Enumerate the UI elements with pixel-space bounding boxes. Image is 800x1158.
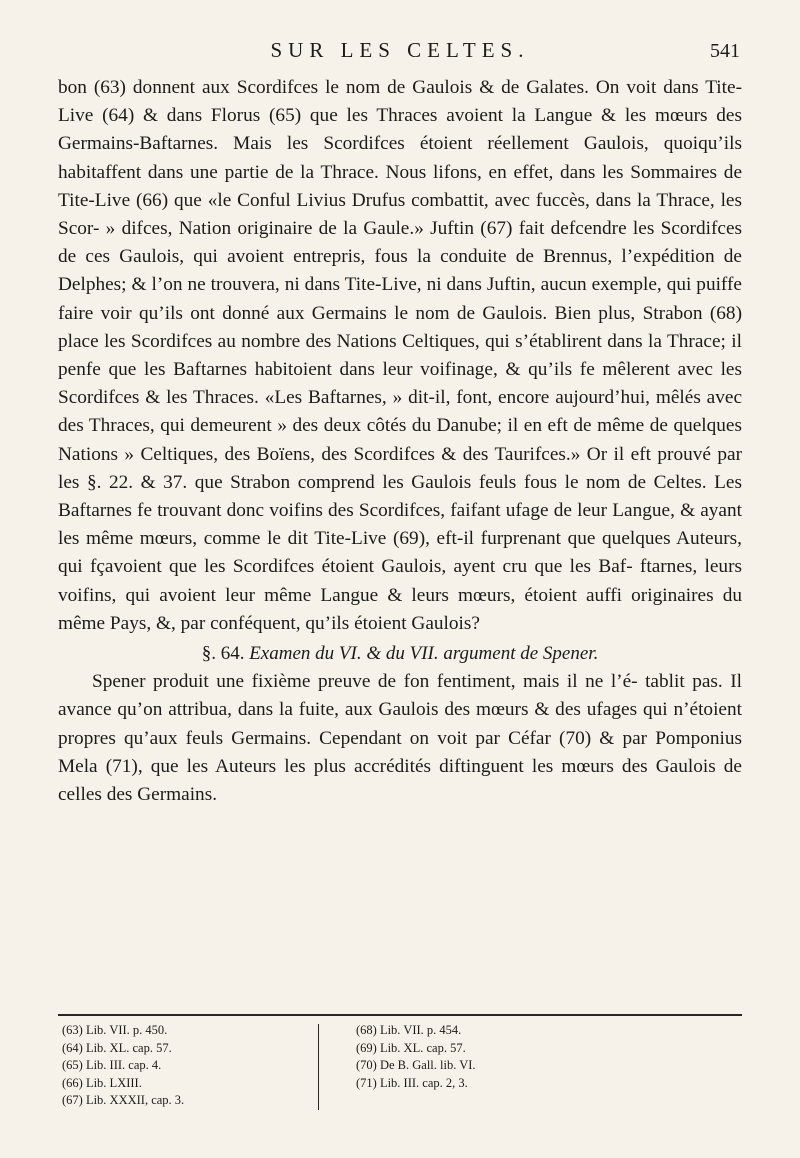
section-heading	[58, 640, 742, 668]
main-text	[58, 74, 742, 809]
page-number: 541	[710, 40, 740, 62]
footnote: (69) Lib. XL. cap. 57.	[356, 1040, 466, 1055]
footnote: (65) Lib. III. cap. 4.	[62, 1058, 162, 1072]
footnote: (68) Lib. VII. p. 454.	[356, 1023, 462, 1037]
section-number: §. 64.	[201, 643, 245, 665]
footnote: (67) Lib. XXXII, cap. 3.	[62, 1093, 185, 1107]
running-header	[60, 38, 740, 70]
footnote-separator	[58, 1014, 742, 1016]
footnotes	[62, 1022, 742, 1110]
footnotes-left-column	[62, 1022, 310, 1110]
footnote: (63) Lib. VII. p. 450.	[62, 1023, 168, 1037]
header-title: SUR LES CELTES.	[270, 38, 530, 62]
footnote: (64) Lib. XL. cap. 57.	[62, 1040, 172, 1055]
footnote: (70) De B. Gall. lib. VI.	[356, 1058, 476, 1072]
footnote: (71) Lib. III. cap. 2, 3.	[356, 1075, 468, 1090]
footnote-column-divider	[318, 1024, 319, 1110]
footnotes-right-column	[356, 1022, 604, 1110]
paragraph: Spener produit une fixième preuve de fon fentiment, mais il ne l’é- tablit pas. Il avance qu’on attribua, dans la fuite, aux Gaulois des mœurs & des ufages qui n’étoient propres qu’aux feuls Germains. Cependant on voit par Céfar (70) & par Pomponius Mela (71), que les Auteurs les plus accrédités diftinguent les mœurs des Gaulois de celles des Germains.	[58, 671, 742, 806]
paragraph: bon (63) donnent aux Scordifces le nom de Gaulois & de Galates. On voit dans Tite-Live (64) & dans Florus (65) que les Thraces avoient la Langue & les mœurs des Germains-Baftarnes. Mais les Scordifces étoient réellement Gaulois, quoiqu’ils habitaffent dans une partie de la Thrace. Nous lifons, en effet, dans les Sommaires de Tite-Live (66) que «le Conful Livius Drufus combattit, avec fuccès, dans la Thrace, les Scor- » difces, Nation originaire de la Gaule.» Juftin (67) fait defcendre les Scordifces de ces Gaulois, qui avoient entrepris, fous la conduite de Brennus, l’expédition de Delphes; & l’on ne trouvera, ni dans Tite-Live, ni dans Juftin, aucun exemple, qui puiffe faire voir qu’ils ont donné aux Germains le nom de Gaulois. Bien plus, Strabon (68) place les Scordifces au nombre des Nations Celtiques, qui s’établirent dans la Thrace; il penfe que les Baftarnes habitoient dans leur voifinage, & qu’ils fe mêlerent avec les Scordifces & les Thraces. «Les Baftarnes, » dit-il, font, encore aujourd’hui, mêlés avec des Thraces, qui demeurent » des deux côtés du Danube; il en eft de même de quelques Nations » Celtiques, des Boïens, des Scordifces & des Taurifces.» Or il eft prouvé par les §. 22. & 37. que Strabon comprend les Gaulois feuls fous le nom de Celtes. Les Baftarnes fe trouvant donc voifins des Scordifces, faifant ufage de leur Langue, & ayant les même mœurs, comme le dit Tite-Live (69), eft-il furprenant que quelques Auteurs, qui fçavoient que les Scordifces étoient Gaulois, ayent cru que les Baf- ftarnes, leurs voifins, qui avoient leur même Langue & leurs mœurs, étoient auffi originaires du même Pays, &, par conféquent, qu’ils étoient Gaulois?	[58, 77, 742, 634]
section-title: Examen du VI. & du VII. argument de Spener.	[249, 643, 599, 665]
footnote: (66) Lib. LXIII.	[62, 1075, 142, 1090]
